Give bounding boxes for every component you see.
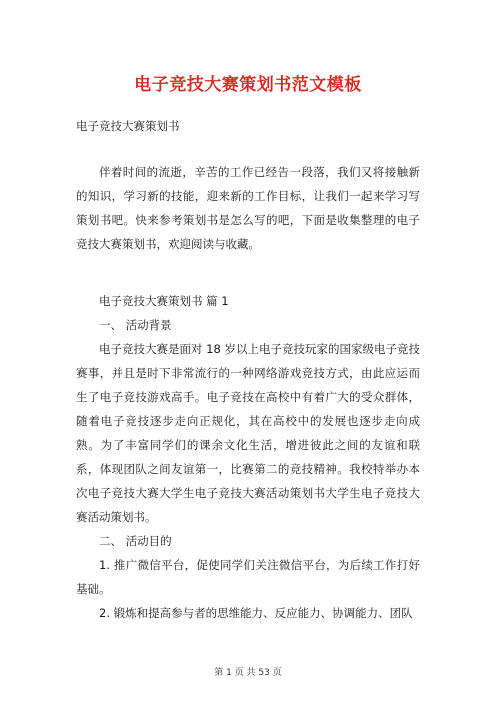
intro-block: [76, 160, 420, 256]
article-heading: 电子竞技大赛策划书 篇 1: [99, 294, 229, 308]
intro-paragraph: 伴着时间的流逝，辛苦的工作已经告一段落，我们又将接触新的知识，学习新的技能，迎来新的工作目标，让我们一起来学习写策划书吧。快来参考策划书是怎么写的吧，下面是收集整理的电子竞技大赛策划书，欢迎阅读与收藏。: [76, 165, 420, 251]
section-2-item-2: 2. 锻炼和提高参与者的思维能力、反应能力、协调能力、团队: [99, 606, 413, 620]
page-footer: 第 1 页 共 53 页: [214, 668, 282, 678]
document-subtitle: 电子竞技大赛策划书: [76, 119, 180, 133]
document-title: 电子竞技大赛策划书范文模板: [134, 75, 362, 95]
section-1-body: 电子竞技大赛是面对 18 岁以上电子竞技玩家的国家级电子竞技赛事，并且是时下非常流行的一种网络游戏竞技方式，由此应运而生了电子竞技游戏高手。电子竞技在高校中有着广大的受众群体，随着电子竞技逐步走向正规化，其在高校中的发展也逐步走向成熟。为了丰富同学们的课余文化生活，增进彼此之间的友谊和联系，体现团队之间友谊第一，比赛第二的竞技精神。我校特举办本次电子竞技大赛大学生电子竞技大赛活动策划书大学生电子竞技大赛活动策划书。: [76, 342, 420, 524]
section-1-title: 一、 活动背景: [99, 318, 172, 332]
section-2-item-1: 1. 推广微信平台，促使同学们关注微信平台，为后续工作打好基础。: [76, 558, 420, 596]
article-body: [76, 289, 420, 625]
section-2-title: 二、 活动目的: [99, 534, 172, 548]
